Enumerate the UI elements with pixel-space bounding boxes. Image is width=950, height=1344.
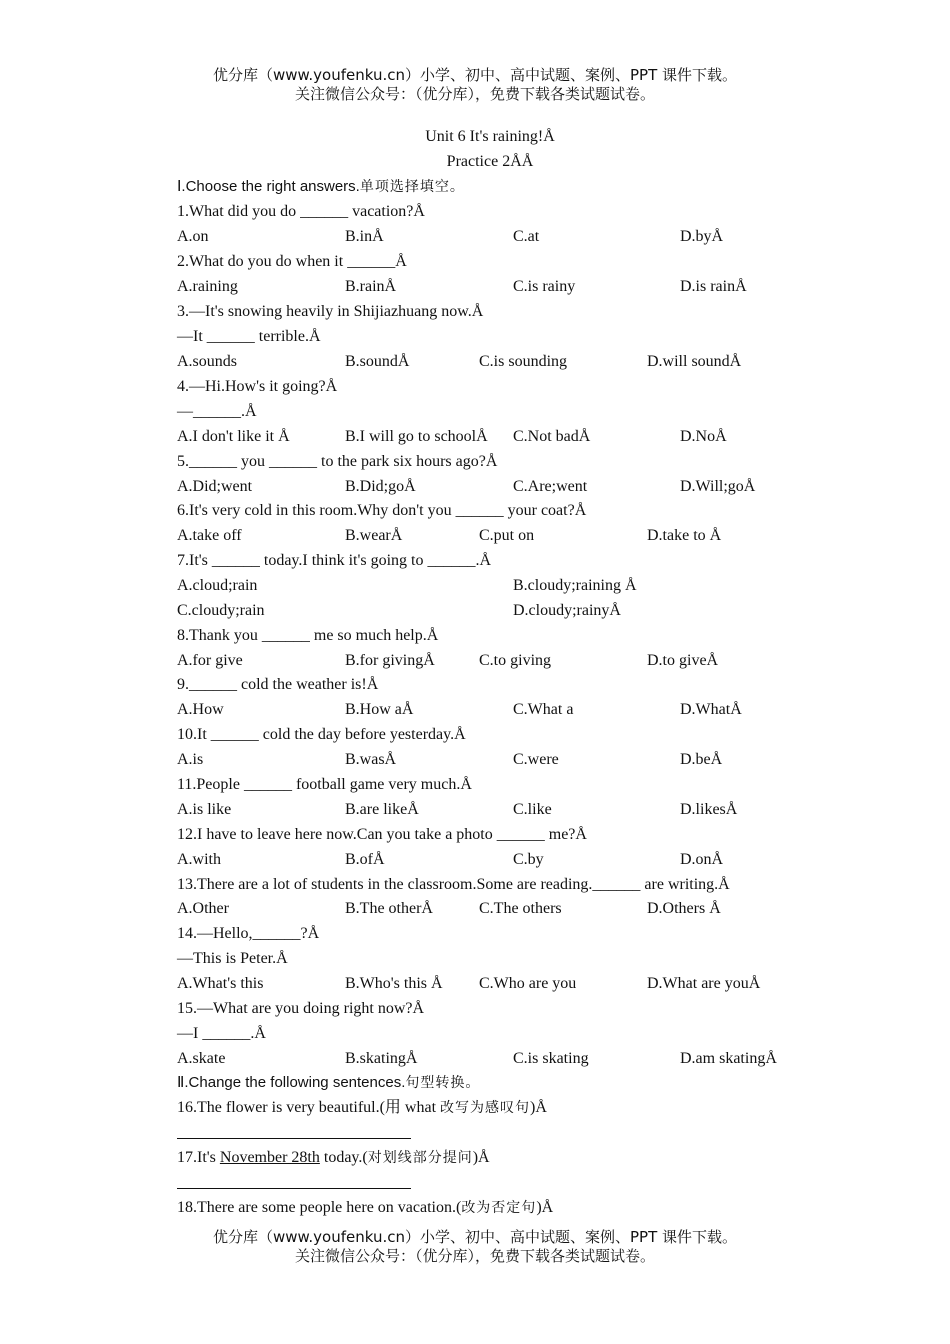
- question-9-option-b: B.How aÅ: [345, 701, 414, 718]
- question-10-option-c: C.were: [513, 751, 559, 768]
- question-13-option-d: D.Others Å: [647, 900, 721, 917]
- question-11-option-c: C.like: [513, 801, 552, 818]
- question-15-stem-reply: —I ______.Å: [177, 1025, 266, 1042]
- section-1-heading: [177, 177, 465, 197]
- question-10-option-d: D.beÅ: [680, 751, 723, 768]
- question-14-stem: 14.—Hello,______?Å: [177, 925, 320, 942]
- question-1-option-c: C.at: [513, 228, 540, 245]
- question-5-option-c: C.Are;went: [513, 478, 588, 495]
- question-13-stem: 13.There are a lot of students in the classroom.Some are reading.______ are writing.Å: [177, 876, 730, 893]
- question-16-instruction: 改写为感叹句: [440, 1100, 531, 1116]
- question-17-instruction: 对划线部分提问: [367, 1150, 473, 1166]
- question-7-option-c: C.cloudy;rain: [177, 602, 265, 619]
- question-1-option-a: A.on: [177, 228, 209, 245]
- question-1-option-b: B.inÅ: [345, 228, 384, 245]
- question-8-option-d: D.to giveÅ: [647, 652, 719, 669]
- section-2-heading: [177, 1073, 480, 1093]
- question-11-option-b: B.are likeÅ: [345, 801, 419, 818]
- question-12-option-b: B.ofÅ: [345, 851, 385, 868]
- question-14-stem-reply: —This is Peter.Å: [177, 950, 288, 967]
- section-2-heading-en: Ⅱ.Change the following sentences.: [177, 1074, 406, 1091]
- question-6-option-a: A.take off: [177, 527, 242, 544]
- question-4-option-a: A.I don't like it Å: [177, 428, 290, 445]
- question-12-stem: 12.I have to leave here now.Can you take a photo ______ me?Å: [177, 826, 587, 843]
- question-11-stem: 11.People ______ football game very much.Å: [177, 776, 472, 793]
- question-9-stem: 9.______ cold the weather is!Å: [177, 676, 379, 693]
- question-7-stem: 7.It's ______ today.I think it's going to ______.Å: [177, 552, 492, 569]
- question-17-close: )Å: [472, 1149, 490, 1166]
- question-5-option-a: A.Did;went: [177, 478, 253, 495]
- question-4-stem-reply: —______.Å: [177, 403, 257, 420]
- question-15-option-a: A.skate: [177, 1050, 226, 1067]
- header-line-1: 优分库（www.youfenku.cn）小学、初中、高中试题、案例、PPT 课件下载。: [212, 66, 738, 84]
- footer-line-1: 优分库（www.youfenku.cn）小学、初中、高中试题、案例、PPT 课件下载。: [212, 1228, 738, 1246]
- question-6-option-b: B.wearÅ: [345, 527, 403, 544]
- unit-title: Unit 6 It's raining!Å: [425, 128, 555, 145]
- section-1-heading-en: Ⅰ.Choose the right answers.: [177, 178, 360, 195]
- question-18-stem: [177, 1198, 553, 1218]
- question-9-option-c: C.What a: [513, 701, 574, 718]
- question-14-option-c: C.Who are you: [479, 975, 577, 992]
- question-4-stem: 4.—Hi.How's it going?Å: [177, 378, 338, 395]
- question-3-stem-reply: —It ______ terrible.Å: [177, 328, 321, 345]
- question-17-answer-line: [177, 1188, 411, 1189]
- question-8-stem: 8.Thank you ______ me so much help.Å: [177, 627, 439, 644]
- question-3-stem: 3.—It's snowing heavily in Shijiazhuang now.Å: [177, 303, 484, 320]
- page-footer: [0, 1228, 950, 1266]
- question-3-option-b: B.soundÅ: [345, 353, 410, 370]
- question-7-option-d: D.cloudy;rainyÅ: [513, 602, 621, 619]
- question-18-instruction: 改为否定句: [461, 1200, 537, 1216]
- question-4-option-d: D.NoÅ: [680, 428, 727, 445]
- question-3-option-a: A.sounds: [177, 353, 238, 370]
- question-11-option-d: D.likesÅ: [680, 801, 738, 818]
- question-15-option-d: D.am skatingÅ: [680, 1050, 777, 1067]
- question-14-option-a: A.What's this: [177, 975, 264, 992]
- question-9-option-d: D.WhatÅ: [680, 701, 742, 718]
- question-15-option-b: B.skatingÅ: [345, 1050, 418, 1067]
- question-10-stem: 10.It ______ cold the day before yesterday.Å: [177, 726, 466, 743]
- question-9-option-a: A.How: [177, 701, 224, 718]
- question-16-close: )Å: [530, 1099, 547, 1116]
- question-10-option-a: A.is: [177, 751, 204, 768]
- question-6-stem: 6.It's very cold in this room.Why don't you ______ your coat?Å: [177, 502, 587, 519]
- question-15-stem: 15.—What are you doing right now?Å: [177, 1000, 425, 1017]
- question-2-option-c: C.is rainy: [513, 278, 576, 295]
- question-4-option-b: B.I will go to schoolÅ: [345, 428, 488, 445]
- question-7-option-b: B.cloudy;raining Å: [513, 577, 637, 594]
- question-17-underlined-part: November 28th: [219, 1149, 320, 1166]
- question-5-option-d: D.Will;goÅ: [680, 478, 756, 495]
- question-5-stem: 5.______ you ______ to the park six hours ago?Å: [177, 453, 498, 470]
- question-15-option-c: C.is skating: [513, 1050, 589, 1067]
- question-16-stem: [177, 1098, 547, 1118]
- question-16-answer-line: [177, 1138, 411, 1139]
- question-5-option-b: B.Did;goÅ: [345, 478, 416, 495]
- question-13-option-c: C.The others: [479, 900, 562, 917]
- question-18-close: )Å: [536, 1199, 554, 1216]
- question-6-option-c: C.put on: [479, 527, 535, 544]
- question-12-option-d: D.onÅ: [680, 851, 724, 868]
- question-12-option-c: C.by: [513, 851, 544, 868]
- question-13-option-a: A.Other: [177, 900, 229, 917]
- question-4-option-c: C.Not badÅ: [513, 428, 591, 445]
- question-2-stem: 2.What do you do when it ______Å: [177, 253, 407, 270]
- question-8-option-b: B.for givingÅ: [345, 652, 435, 669]
- question-6-option-d: D.take to Å: [647, 527, 722, 544]
- question-11-option-a: A.is like: [177, 801, 232, 818]
- question-3-option-d: D.will soundÅ: [647, 353, 742, 370]
- question-18-text: 18.There are some people here on vacation.(: [177, 1199, 462, 1216]
- question-8-option-c: C.to giving: [479, 652, 552, 669]
- question-8-option-a: A.for give: [177, 652, 243, 669]
- question-2-option-a: A.raining: [177, 278, 238, 295]
- question-2-option-d: D.is rainÅ: [680, 278, 747, 295]
- question-17-text: 17.It's: [177, 1149, 220, 1166]
- question-1-option-d: D.byÅ: [680, 228, 724, 245]
- question-16-text: 16.The flower is very beautiful.(用 what: [177, 1099, 441, 1116]
- question-12-option-a: A.with: [177, 851, 221, 868]
- section-2-heading-cn: 句型转换。: [405, 1075, 481, 1091]
- question-3-option-c: C.is sounding: [479, 353, 568, 370]
- question-13-option-b: B.The otherÅ: [345, 900, 433, 917]
- question-17-stem: [177, 1148, 490, 1168]
- header-line-2: 关注微信公众号：（优分库），免费下载各类试题试卷。: [294, 85, 655, 103]
- question-7-option-a: A.cloud;rain: [177, 577, 258, 594]
- question-14-option-b: B.Who's this Å: [345, 975, 443, 992]
- footer-line-2: 关注微信公众号：（优分库），免费下载各类试题试卷。: [294, 1247, 655, 1265]
- question-2-option-b: B.rainÅ: [345, 278, 397, 295]
- section-1-heading-cn: 单项选择填空。: [359, 179, 465, 195]
- question-14-option-d: D.What are youÅ: [647, 975, 761, 992]
- question-1-stem: 1.What did you do ______ vacation?Å: [177, 203, 425, 220]
- page-header: [0, 66, 950, 104]
- question-17-text-mid: today.(: [319, 1149, 368, 1166]
- question-10-option-b: B.wasÅ: [345, 751, 397, 768]
- practice-title: Practice 2ÅÅ: [446, 153, 534, 170]
